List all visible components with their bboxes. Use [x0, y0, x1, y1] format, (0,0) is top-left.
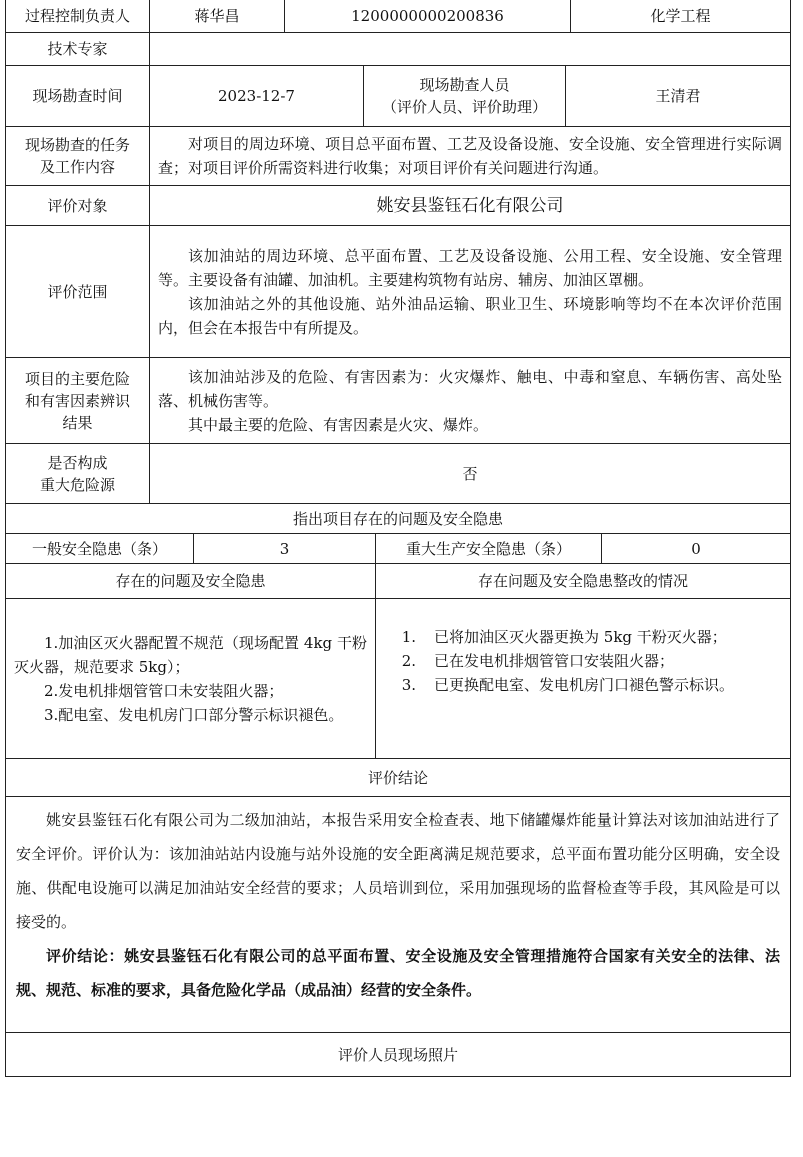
survey-staff-label-line1: 现场勘查人员	[419, 76, 510, 94]
survey-task-label-line2: 及工作内容	[39, 158, 115, 176]
row-hazard-identification	[5, 358, 791, 444]
tech-expert-value	[150, 33, 790, 65]
evaluation-object-value: 姚安县鉴钰石化有限公司	[376, 195, 564, 216]
hazard-label	[6, 358, 150, 443]
row-issues-body	[5, 599, 791, 759]
issue-item: 3.配电室、发电机房门口部分警示标识褪色。	[44, 705, 344, 724]
major-hazard-count-label: 重大生产安全隐患（条）	[376, 534, 602, 563]
evaluation-form	[5, 0, 791, 1077]
survey-task-cell	[150, 127, 790, 185]
row-hazards-title	[5, 504, 791, 534]
evaluation-scope-p2: 该加油站之外的其他设施、站外油品运输、职业卫生、环境影响等均不在本次评价范围内，但会在本报告中有所提及。	[158, 294, 782, 337]
row-conclusion-title	[5, 759, 791, 797]
fix-item-text: 已更换配电室、发电机房门口褪色警示标识。	[434, 676, 735, 694]
major-hazard-label	[6, 444, 150, 503]
survey-task-label-line1: 现场勘查的任务	[24, 136, 130, 154]
hazard-cell	[150, 358, 790, 443]
issues-header-left: 存在的问题及安全隐患	[6, 564, 376, 598]
survey-task-label	[6, 127, 150, 185]
issue-item: 1.加油区灭火器配置不规范（现场配置 4kg 干粉灭火器，规范要求 5kg）；	[14, 633, 367, 676]
fix-item-number: 3.	[401, 676, 416, 694]
conclusion-statement: 评价结论：姚安县鉴钰石化有限公司的总平面布置、安全设施及安全管理措施符合国家有关安全的法律、法规、规范、标准的要求，具备危险化学品（成品油）经营的安全条件。	[16, 947, 780, 999]
evaluation-scope-p1: 该加油站的周边环境、总平面布置、工艺及设备设施、公用工程、安全设施、安全管理等。主要设备有油罐、加油机。主要建构筑物有站房、辅房、加油区罩棚。	[158, 246, 782, 289]
evaluation-scope-text	[150, 244, 790, 340]
row-major-hazard	[5, 444, 791, 504]
fix-item	[386, 625, 780, 649]
survey-date: 2023-12-7	[150, 66, 364, 126]
general-hazard-count: 3	[194, 534, 376, 563]
process-control-label: 过程控制负责人	[6, 0, 150, 32]
fix-item	[386, 649, 780, 673]
hazard-label-line1: 项目的主要危险	[24, 369, 130, 388]
survey-staff-label	[364, 66, 566, 126]
row-tech-expert	[5, 33, 791, 66]
fix-item	[386, 673, 780, 697]
process-control-name: 蒋华昌	[150, 0, 285, 32]
row-evaluation-object	[5, 186, 791, 226]
hazard-label-line3: 结果	[62, 413, 93, 432]
conclusion-cell	[6, 797, 790, 1032]
photos-title: 评价人员现场照片	[337, 1045, 458, 1064]
survey-staff-name: 王清君	[655, 87, 701, 105]
row-survey-task	[5, 127, 791, 186]
survey-task-text: 对项目的周边环境、项目总平面布置、工艺及设备设施、安全设施、安全管理进行实际调查；对项目评价所需资料进行收集；对项目评价有关问题进行沟通。	[158, 135, 782, 177]
evaluation-scope-label: 评价范围	[6, 226, 150, 357]
evaluation-scope-cell	[150, 226, 790, 357]
issues-list	[6, 631, 375, 727]
fix-item-number: 1.	[401, 628, 416, 646]
fix-item-text: 已在发电机排烟管管口安装阻火器；	[434, 652, 675, 670]
issues-list-cell	[6, 599, 376, 758]
major-hazard-label-line2: 重大危险源	[39, 475, 115, 494]
row-conclusion-body	[5, 797, 791, 1033]
conclusion-text: 姚安县鉴钰石化有限公司为二级加油站，本报告采用安全检查表、地下储罐爆炸能量计算法对该加油站进行了安全评价。评价认为：该加油站站内设施与站外设施的安全距离满足规范要求，总平面布置功能分区明确，安全设施、供配电设施可以满足加油站安全经营的要求；人员培训到位，采用加强现场的监督检查等手段，其风险是可以接受的。	[16, 811, 780, 931]
hazard-p2: 其中最主要的危险、有害因素是火灾、爆炸。	[188, 415, 489, 434]
row-survey-time	[5, 66, 791, 127]
row-hazard-counts	[5, 534, 791, 564]
hazard-text	[150, 365, 790, 437]
general-hazard-label: 一般安全隐患（条）	[6, 534, 194, 563]
tech-expert-label: 技术专家	[6, 33, 150, 65]
certificate-number: 1200000000200836	[285, 0, 571, 32]
major-hazard-label-line1: 是否构成	[47, 453, 108, 472]
fix-item-text: 已将加油区灭火器更换为 5kg 干粉灭火器；	[434, 628, 727, 646]
major-hazard-value: 否	[462, 464, 478, 483]
issues-header-right: 存在问题及安全隐患整改的情况	[477, 572, 688, 590]
fixes-list-cell	[376, 599, 790, 758]
row-evaluation-scope	[5, 226, 791, 358]
issue-item: 2.发电机排烟管管口未安装阻火器；	[44, 681, 284, 700]
hazards-section-title: 指出项目存在的问题及安全隐患	[292, 509, 503, 528]
fix-item-number: 2.	[401, 652, 416, 670]
specialty: 化学工程	[650, 7, 711, 25]
major-hazard-count: 0	[691, 539, 701, 558]
hazard-label-line2: 和有害因素辨识	[24, 391, 130, 410]
survey-staff-label-line2: （评价人员、评价助理）	[381, 98, 547, 116]
fixes-list	[376, 625, 790, 697]
row-photos	[5, 1033, 791, 1077]
row-process-control	[5, 0, 791, 33]
survey-time-label: 现场勘查时间	[6, 66, 150, 126]
hazard-p1: 该加油站涉及的危险、有害因素为：火灾爆炸、触电、中毒和窒息、车辆伤害、高处坠落、机械伤害等。	[158, 367, 782, 410]
row-issues-header	[5, 564, 791, 599]
evaluation-object-label: 评价对象	[6, 186, 150, 225]
conclusion-title: 评价结论	[367, 768, 428, 787]
